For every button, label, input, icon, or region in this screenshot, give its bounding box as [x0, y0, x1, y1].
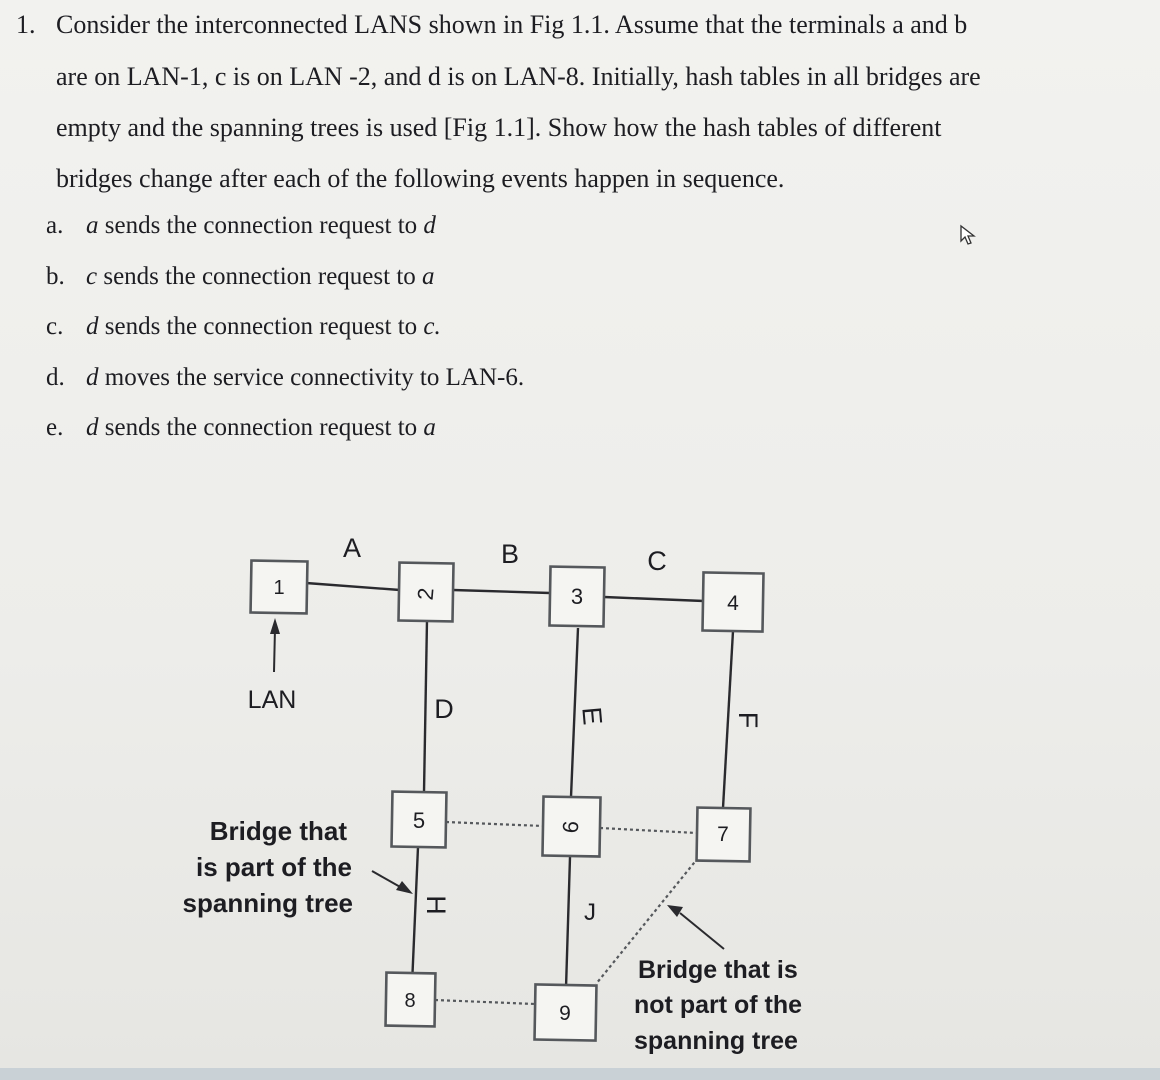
item-target: a [423, 414, 436, 441]
question-line-2: are on LAN-1, c is on LAN -2, and d is on LAN-8. Initially, hash tables in all bridges are [56, 62, 981, 91]
bridge-label-a: A [342, 533, 362, 563]
lan-label: LAN [247, 686, 297, 714]
bridge-label-h: H [421, 895, 451, 915]
bridge-in-tree-pointer-line [372, 871, 402, 888]
bridge-in-tree-arrow-icon [396, 881, 413, 894]
item-target: a [422, 263, 435, 290]
lan-pointer-line [274, 628, 275, 672]
item-target: c. [423, 313, 441, 340]
item-term: d [86, 364, 99, 391]
bridge-not-in-tree-label-line-3: spanning tree [634, 1027, 798, 1055]
bridge-label-j: J [584, 899, 596, 926]
item-text: sends the connection request to [98, 212, 424, 239]
item-marker: a. [46, 212, 64, 239]
lan-number-3: 3 [570, 584, 584, 609]
lan-number-9: 9 [559, 1002, 571, 1025]
bridge-label-c: C [647, 546, 667, 576]
bridge-not-in-tree-label-line-2: not part of the [634, 991, 803, 1019]
link-lan1-lan2 [306, 583, 400, 590]
question-line-3: empty and the spanning trees is used [Fig 1.1]. Show how the hash tables of different [56, 113, 942, 142]
item-term: c [86, 263, 98, 290]
bridge-not-in-tree-label-line-1: Bridge that is [638, 956, 798, 984]
bridge-label-d: D [434, 694, 454, 724]
item-text: sends the connection request to [98, 414, 424, 441]
link-lan2-lan5 [424, 620, 427, 792]
item-marker: c. [46, 313, 64, 340]
item-marker: e. [46, 414, 64, 441]
bridge-label-e: E [576, 705, 608, 727]
question-line-1: Consider the interconnected LANS shown in Fig 1.1. Assume that the terminals a and b [56, 10, 968, 39]
item-term: a [86, 212, 99, 239]
lan-number-8: 8 [404, 990, 416, 1012]
lan-number-2: 2 [412, 586, 439, 602]
bridge-label-f: F [733, 711, 763, 729]
link-lan5-lan8 [412, 847, 418, 985]
item-text: sends the connection request to [97, 263, 423, 290]
item-term: d [86, 414, 99, 441]
item-text: moves the service connectivity to LAN-6. [98, 364, 525, 391]
item-text: sends the connection request to [98, 313, 424, 340]
link-lan3-lan4 [604, 597, 704, 601]
lan-number-7: 7 [717, 823, 729, 846]
question-number: 1. [16, 10, 36, 39]
bridge-label-b: B [500, 539, 520, 569]
question-line-4: bridges change after each of the following events happen in sequence. [56, 164, 785, 193]
lan-arrow-icon [270, 618, 280, 634]
bridge-in-tree-label-line-3: spanning tree [182, 888, 353, 918]
lan-number-4: 4 [727, 592, 739, 615]
bridge-not-in-tree-arrow-icon [667, 905, 683, 917]
lan-number-1: 1 [273, 577, 285, 599]
link-lan4-lan7 [723, 631, 733, 808]
dotted-link-lan8-lan9 [435, 1000, 535, 1004]
lan-number-6: 6 [557, 819, 584, 835]
dotted-link-lan6-lan7 [600, 828, 697, 833]
bridge-in-tree-label-line-1: Bridge that [209, 816, 347, 846]
bridge-in-tree-label-line-2: is part of the [195, 852, 352, 882]
item-marker: b. [46, 263, 65, 290]
bridge-not-in-tree-pointer-line [680, 913, 724, 949]
item-target: d [423, 212, 436, 239]
link-lan6-lan9 [566, 857, 570, 988]
link-lan2-lan3 [453, 590, 550, 593]
bottom-edge-bar [0, 1068, 1160, 1080]
item-term: d [86, 313, 99, 340]
lan-number-5: 5 [412, 808, 426, 833]
dotted-link-lan5-lan6 [446, 822, 543, 826]
item-marker: d. [46, 364, 65, 391]
